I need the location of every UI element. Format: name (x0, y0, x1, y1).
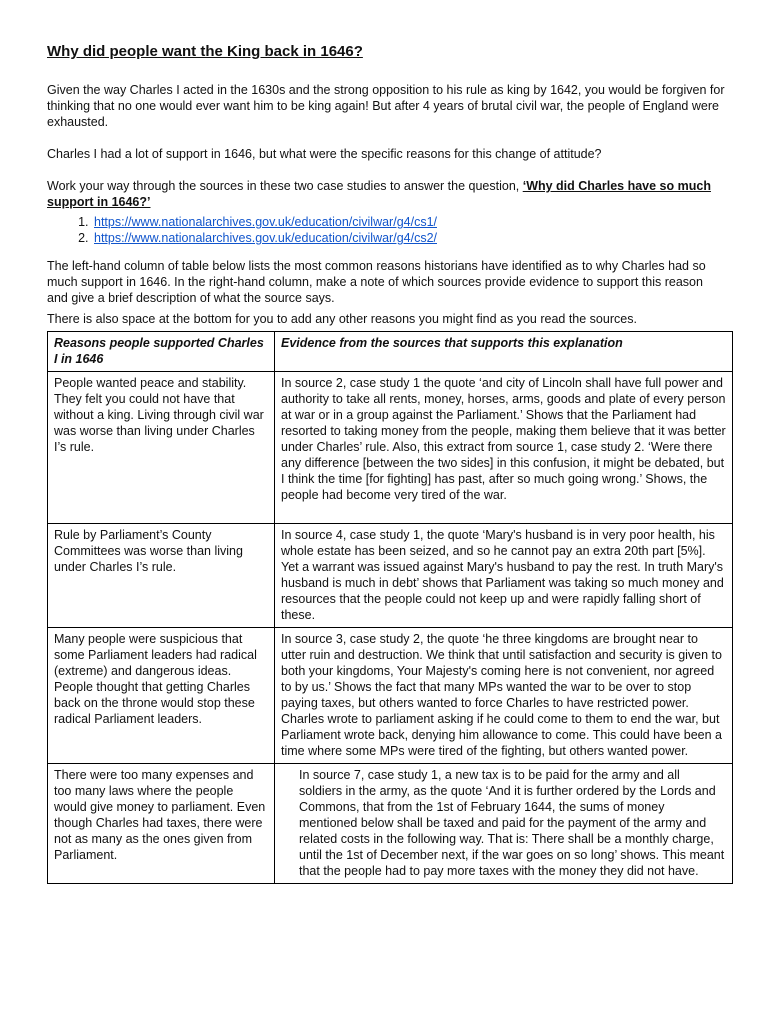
intro-paragraph: Given the way Charles I acted in the 1630s and the strong opposition to his rule as king by 1642, you would be forgiven for thinking that no one would ever want him to be king again! But after 4 years of brutal civil war, the people of England were exhausted. (47, 83, 725, 129)
column-header-evidence: Evidence from the sources that supports this explanation (275, 332, 733, 372)
evidence-cell[interactable]: In source 4, case study 1, the quote ‘Mary's husband is in very poor health, his whole estate has been seized, and so he cannot pay an extra 20th part [5%]. Yet a warrant was issued against Mary's husband to pay the rest. In truth Mary's husband is much in debt’ shows that Parliament was taking so much money and resources that the people could not keep up and were rapidly falling short of these. (275, 524, 733, 628)
reasons-table (47, 331, 733, 884)
evidence-cell[interactable]: In source 7, case study 1, a new tax is to be paid for the army and all soldiers in the army, as the quote ‘And it is further ordered by the Lords and Commons, that from the 1st of February 1644, the sums of money mentioned below shall be taxed and paid for the payment of the army and related costs in the following way. That is: There shall be a monthly charge, until the 1st of December next, if the war goes on so long’ shows. This meant that the people had to pay more taxes with the money they did not have. (275, 764, 733, 884)
question-paragraph: Charles I had a lot of support in 1646, but what were the specific reasons for this change of attitude? (47, 147, 602, 161)
case-study-links (47, 214, 727, 246)
table-row (48, 524, 733, 628)
link-item (92, 214, 727, 230)
table-row (48, 372, 733, 524)
table-row (48, 628, 733, 764)
case-study-2-link[interactable]: https://www.nationalarchives.gov.uk/education/civilwar/g4/cs2/ (94, 231, 437, 245)
table-row (48, 764, 733, 884)
evidence-cell[interactable]: In source 2, case study 1 the quote ‘and city of Lincoln shall have full power and authority to take all rents, money, horses, arms, goods and plate of every person at war or in a group against the Parliament.’ Shows that the Parliament had resorted to taking money from the people, making them believe that it was better under Charles’ rule. Also, this extract from source 1, case study 2. ‘Were there any difference [between the two sides] in this confusion, it might be debated, but I think the time [for fighting] has past, after so much going wrong.’ Shows, the people had become very tired of the war. (275, 372, 733, 524)
instruction-question: ‘Why did Charles have so much support in 1646?’ (47, 179, 711, 209)
table-header-row (48, 332, 733, 372)
case-study-1-link[interactable]: https://www.nationalarchives.gov.uk/education/civilwar/g4/cs1/ (94, 215, 437, 229)
instruction-text: Work your way through the sources in these two case studies to answer the question, (47, 179, 523, 193)
document-page (47, 42, 727, 884)
column-header-reasons: Reasons people supported Charles I in 1646 (48, 332, 275, 372)
instruction-paragraph (47, 178, 727, 210)
reason-cell: There were too many expenses and too many laws where the people would give money to parliament. Even though Charles had taxes, there were not as many as the ones given from Parliament. (48, 764, 275, 884)
page-title: Why did people want the King back in 1646? (47, 43, 363, 60)
link-item (92, 230, 727, 246)
table-instructions-paragraph: The left-hand column of table below lists the most common reasons historians have identified as to why Charles had so much support in 1646. In the right-hand column, make a note of which sources provide evidence to support this reason and give a brief description of what the source says. (47, 259, 706, 305)
evidence-cell[interactable]: In source 3, case study 2, the quote ‘he three kingdoms are brought near to utter ruin and destruction. We think that until satisfaction and security is given to both your kingdoms, Your Majesty's coming here is not convenient, nor agreed to by us.’ Shows the fact that many MPs wanted the war to be over to stop paying taxes, but others wanted to force Charles to have restricted power. Charles wrote to parliament asking if he could come to them to end the war, but Parliament wrote back, denying him allowance to come. This could have been a time where some MPs were tired of the fighting, but others wanted power. (275, 628, 733, 764)
reason-cell: People wanted peace and stability. They felt you could not have that without a king. Living through civil war was worse than living under Charles I’s rule. (48, 372, 275, 524)
reason-cell: Many people were suspicious that some Parliament leaders had radical (extreme) and dangerous ideas. People thought that getting Charles back on the throne would stop these radical Parliament leaders. (48, 628, 275, 764)
reason-cell: Rule by Parliament’s County Committees was worse than living under Charles I’s rule. (48, 524, 275, 628)
extra-space-note: There is also space at the bottom for you to add any other reasons you might find as you read the sources. (47, 312, 637, 326)
